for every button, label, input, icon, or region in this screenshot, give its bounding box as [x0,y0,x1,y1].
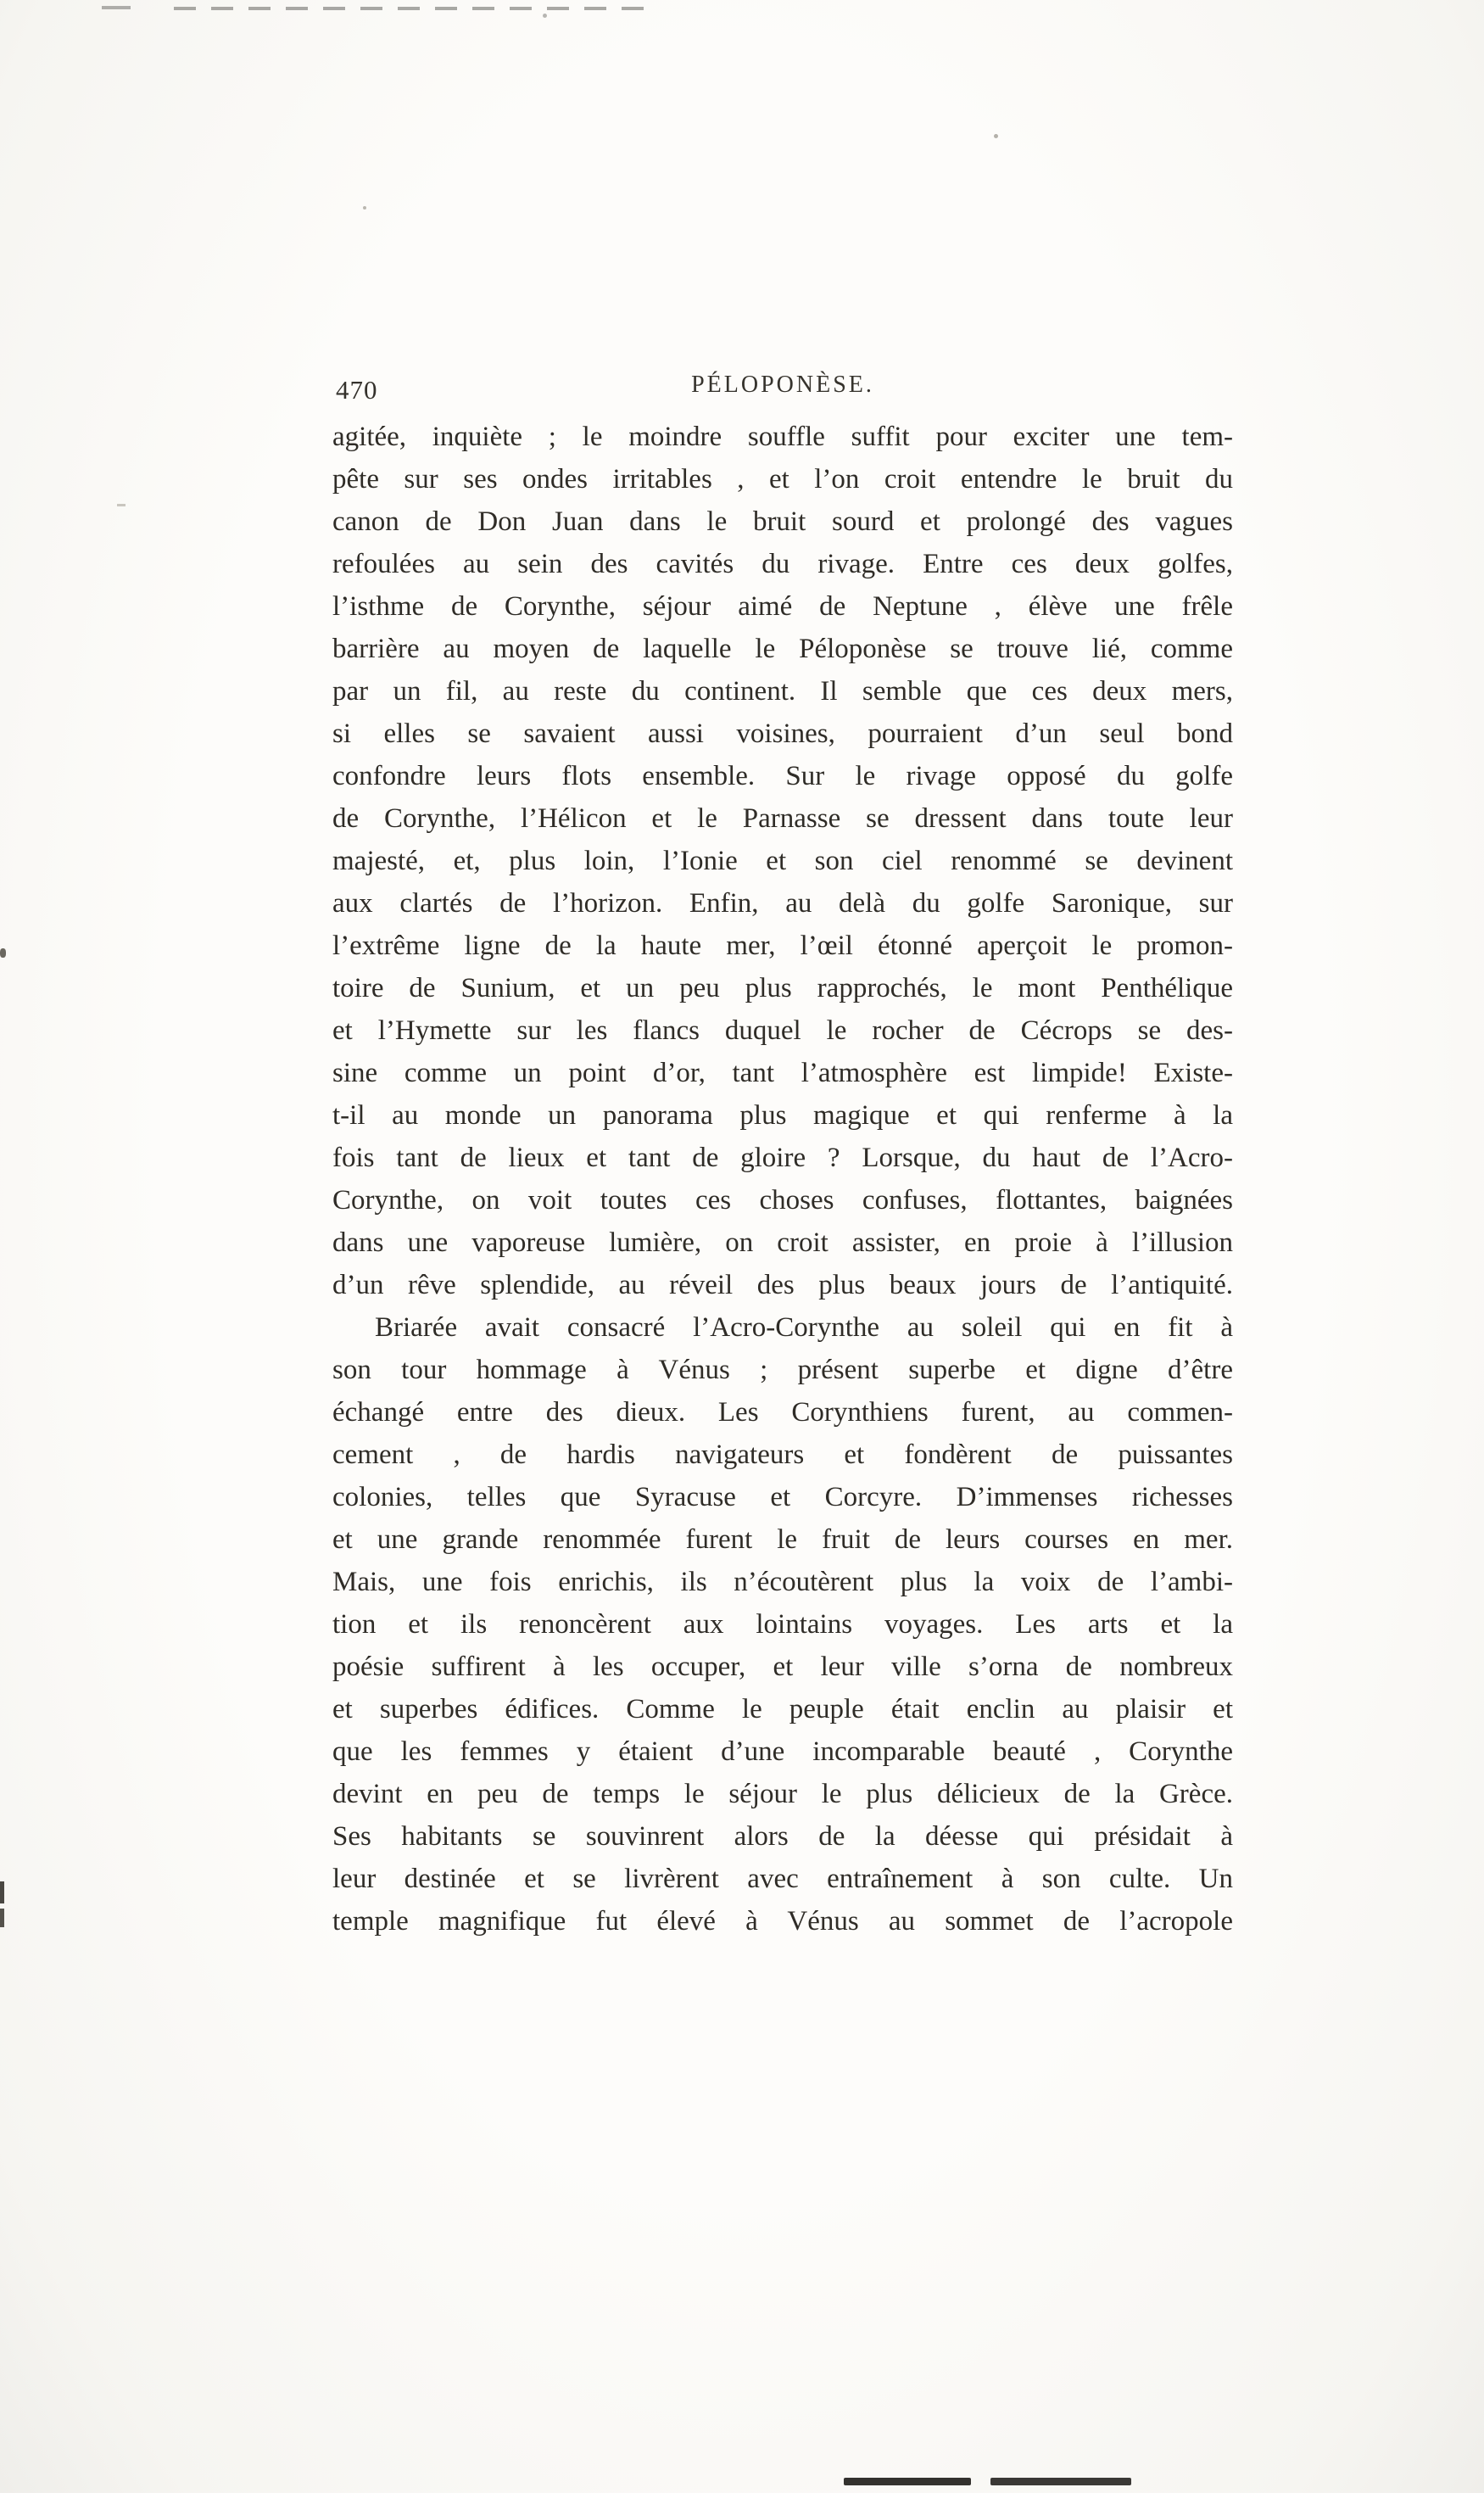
text-line: devint en peu de temps le séjour le plus délicieux de la Grèce. [332,1779,1233,1809]
text-line: Ses habitants se souvinrent alors de la déesse qui présidait à [332,1821,1233,1852]
scan-artifact-dot [994,134,998,138]
text-line: et superbes édifices. Comme le peuple était enclin au plaisir et [332,1694,1233,1724]
scan-artifact-top-dot [543,14,547,18]
text-line: pête sur ses ondes irritables , et l’on croit entendre le bruit du [332,464,1233,495]
text-line: de Corynthe, l’Hélicon et le Parnasse se dressent dans toute leur [332,803,1233,834]
text-line: Corynthe, on voit toutes ces choses confuses, flottantes, baignées [332,1185,1233,1216]
text-line: toire de Sunium, et un peu plus rapprochés, le mont Penthélique [332,973,1233,1003]
text-line: sine comme un point d’or, tant l’atmosphère est limpide! Existe- [332,1058,1233,1088]
text-line: majesté, et, plus loin, l’Ionie et son ciel renommé se devinent [332,846,1233,876]
text-line: par un fil, au reste du continent. Il semble que ces deux mers, [332,676,1233,707]
text-line: colonies, telles que Syracuse et Corcyre. D’immenses richesses [332,1482,1233,1512]
scan-artifact-bottom-mark [844,2478,971,2485]
scan-artifact-top-dash [102,6,131,9]
page-number: 470 [336,375,378,405]
text-line: si elles se savaient aussi voisines, pourraient d’un seul bond [332,718,1233,749]
text-line: l’extrême ligne de la haute mer, l’œil étonné aperçoit le promon- [332,931,1233,961]
text-line: confondre leurs flots ensemble. Sur le rivage opposé du golfe [332,761,1233,791]
text-line: aux clartés de l’horizon. Enfin, au delà du golfe Saronique, sur [332,888,1233,919]
text-line: leur destinée et se livrèrent avec entraînement à son culte. Un [332,1864,1233,1894]
text-line: que les femmes y étaient d’une incomparable beauté , Corynthe [332,1736,1233,1767]
text-line: temple magnifique fut élevé à Vénus au sommet de l’acropole [332,1906,1233,1937]
text-line: barrière au moyen de laquelle le Péloponèse se trouve lié, comme [332,634,1233,664]
text-line: d’un rêve splendide, au réveil des plus beaux jours de l’antiquité. [332,1270,1233,1300]
text-line: agitée, inquiète ; le moindre souffle suffit pour exciter une tem- [332,422,1233,452]
scan-artifact-bottom-mark [990,2478,1131,2485]
scan-artifact-left-tick [0,1881,4,1903]
text-line: et l’Hymette sur les flancs duquel le rocher de Cécrops se des- [332,1015,1233,1046]
scan-artifact-dash [117,504,126,506]
text-line: tion et ils renoncèrent aux lointains voyages. Les arts et la [332,1609,1233,1640]
text-line: son tour hommage à Vénus ; présent superbe et digne d’être [332,1355,1233,1385]
text-line: refoulées au sein des cavités du rivage. Entre ces deux golfes, [332,549,1233,579]
scan-artifact-left-speck [0,948,6,958]
page-header-row [332,372,1233,414]
text-line: l’isthme de Corynthe, séjour aimé de Neptune , élève une frêle [332,591,1233,622]
text-line: poésie suffirent à les occuper, et leur ville s’orna de nombreux [332,1652,1233,1682]
text-line: échangé entre des dieux. Les Corynthiens furent, au commen- [332,1397,1233,1428]
text-line: dans une vaporeuse lumière, on croit assister, en proie à l’illusion [332,1227,1233,1258]
paragraph [332,416,1233,1306]
text-block [332,416,1233,1942]
scan-artifact-dot [363,206,366,210]
running-header-title: PÉLOPONÈSE. [691,372,874,398]
text-line: cement , de hardis navigateurs et fondèrent de puissantes [332,1439,1233,1470]
text-line: et une grande renommée furent le fruit de leurs courses en mer. [332,1524,1233,1555]
text-line: t-il au monde un panorama plus magique et qui renferme à la [332,1100,1233,1131]
text-line: Mais, une fois enrichis, ils n’écoutèrent plus la voix de l’ambi- [332,1567,1233,1597]
text-line: Briarée avait consacré l’Acro-Corynthe au soleil qui en fit à [375,1312,1233,1343]
text-line: canon de Don Juan dans le bruit sourd et prolongé des vagues [332,506,1233,537]
text-line: fois tant de lieux et tant de gloire ? Lorsque, du haut de l’Acro- [332,1143,1233,1173]
scan-artifact-left-tick [0,1909,4,1927]
paragraph [332,1306,1233,1942]
scan-artifact-top-dashes [174,7,653,10]
